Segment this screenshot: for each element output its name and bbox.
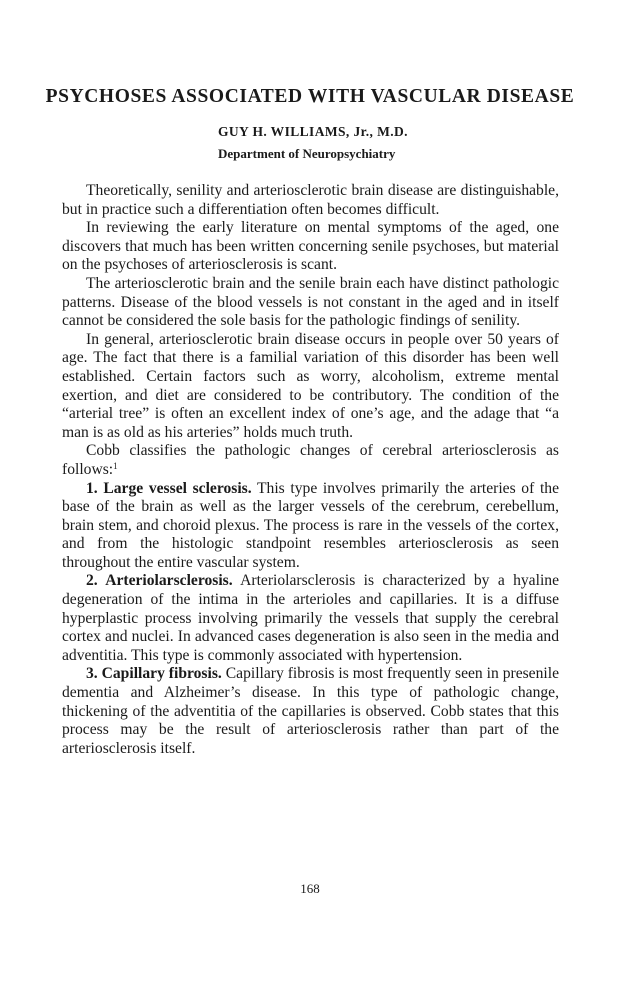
classification-item (62, 480, 559, 573)
paragraph: Theoretically, senility and arteriosclerotic brain disease are distinguishable, but in practice such a differentiation often becomes difficult. (62, 182, 559, 218)
item-text: Capillary fibrosis is most frequently seen in presenile dementia and Alzheimer’s disease. In this type of pathologic change, thickening of the adventitia of the capillaries is observed. Cobb states that this process may be the result of arteriosclerosis rather than part of the arteriosclerosis itself. (62, 665, 559, 757)
paragraph: In general, arteriosclerotic brain disease occurs in people over 50 years of age. The fact that there is a familial variation of this disorder has been well established. Certain factors such as worry, alcoholism, extreme mental exertion, and diet are considered to be contributory. The condition of the “arterial tree” is often an excellent index of one’s age, and the adage that “a man is as old as his arteries” holds much truth. (62, 330, 559, 441)
item-heading: 2. Arteriolarsclerosis. (86, 572, 233, 590)
paragraph: In reviewing the early literature on mental symptoms of the aged, one discovers that much has been written concerning senile psychoses, but material on the psychoses of arteriosclerosis is scant. (62, 219, 559, 274)
paragraph: The arteriosclerotic brain and the senile brain each have distinct pathologic patterns. Disease of the blood vessels is not constant in the aged and in itself cannot be considered the sole basis for the pathologic findings of senility. (62, 274, 559, 330)
author-name: GUY H. WILLIAMS, Jr., M.D. (218, 124, 408, 139)
item-text: Arteriolarsclerosis is characterized by a hyaline degeneration of the intima in the arterioles and capillaries. It is a diffuse hyperplastic process involving primarily the vessels that supply the cerebral cortex and nuclei. In advanced cases degeneration is also seen in the media and adventitia. This type is commonly associated with hypertension. (62, 572, 559, 664)
classification-item (62, 572, 559, 665)
author-department: Department of Neuropsychiatry (218, 146, 396, 161)
footnote-reference: 1 (113, 460, 118, 471)
article-body (62, 182, 559, 758)
item-heading: 1. Large vessel sclerosis. (86, 479, 252, 497)
page-number: 168 (300, 881, 320, 896)
item-text: This type involves primarily the arteries of the base of the brain as well as the larger vessels of the cerebrum, cerebellum, brain stem, and choroid plexus. The process is rare in the vessels of the cortex, and from the histologic standpoint resembles arteriosclerosis as seen throughout the entire vascular system. (62, 479, 559, 571)
item-heading: 3. Capillary fibrosis. (86, 665, 222, 683)
paragraph-with-footnote (62, 442, 559, 479)
article-title: PSYCHOSES ASSOCIATED WITH VASCULAR DISEASE (45, 86, 575, 107)
paragraph-text: Cobb classifies the pathologic changes of cerebral arteriosclerosis as follows: (62, 442, 559, 478)
classification-item (62, 665, 559, 758)
